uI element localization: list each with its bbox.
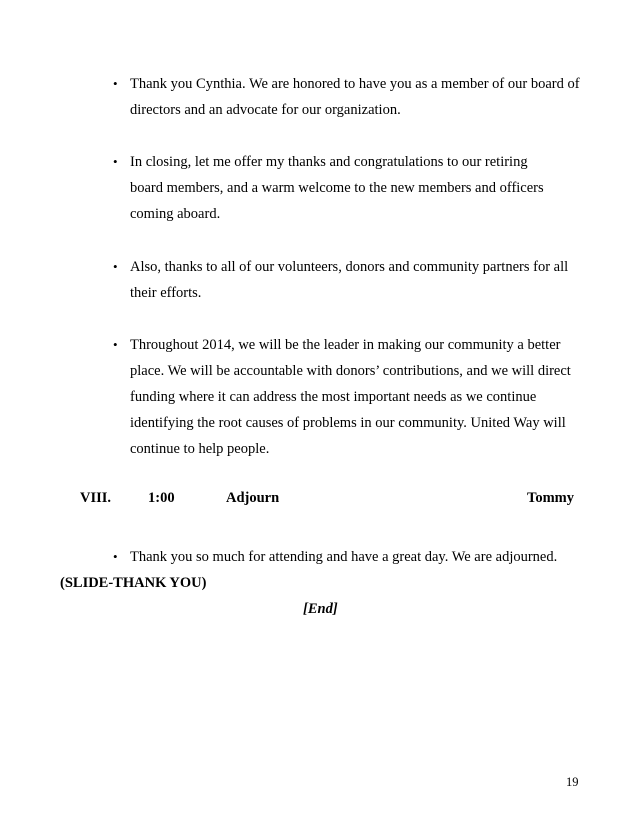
agenda-item-title: Adjourn	[226, 490, 280, 506]
end-marker: [End]	[303, 601, 338, 617]
bullet-marker: •	[113, 76, 118, 91]
bullet-2-line-1: In closing, let me offer my thanks and congratulations to our retiring	[130, 154, 528, 170]
bullet-4-line-5: continue to help people.	[130, 441, 270, 457]
page-number: 19	[566, 775, 579, 789]
agenda-item-number: VIII.	[80, 490, 112, 506]
bullet-4-line-1: Throughout 2014, we will be the leader in making our community a better	[130, 337, 561, 353]
bullet-marker: •	[113, 337, 118, 352]
bullet-4-line-4: identifying the root causes of problems in our community. United Way will	[130, 415, 566, 431]
bullet-3-line-1: Also, thanks to all of our volunteers, donors and community partners for all	[130, 259, 569, 275]
bullet-2-line-2: board members, and a warm welcome to the new members and officers	[130, 180, 544, 196]
agenda-item-presenter: Tommy	[527, 490, 574, 506]
bullet-3-line-2: their efforts.	[130, 285, 202, 301]
bullet-4-line-3: funding where it can address the most important needs as we continue	[130, 389, 537, 405]
agenda-item-time: 1:00	[148, 490, 175, 506]
bullet-2-line-3: coming aboard.	[130, 206, 221, 222]
bullet-marker: •	[113, 259, 118, 274]
closing-bullet-text: Thank you so much for attending and have a great day. We are adjourned.	[130, 549, 558, 565]
bullet-marker: •	[113, 154, 118, 169]
bullet-1-line-1: Thank you Cynthia. We are honored to have you as a member of our board of	[130, 76, 580, 92]
slide-cue: (SLIDE-THANK YOU)	[60, 575, 207, 591]
bullet-4-line-2: place. We will be accountable with donors’ contributions, and we will direct	[130, 363, 571, 379]
bullet-marker: •	[113, 549, 118, 564]
bullet-1-line-2: directors and an advocate for our organization.	[130, 102, 401, 118]
